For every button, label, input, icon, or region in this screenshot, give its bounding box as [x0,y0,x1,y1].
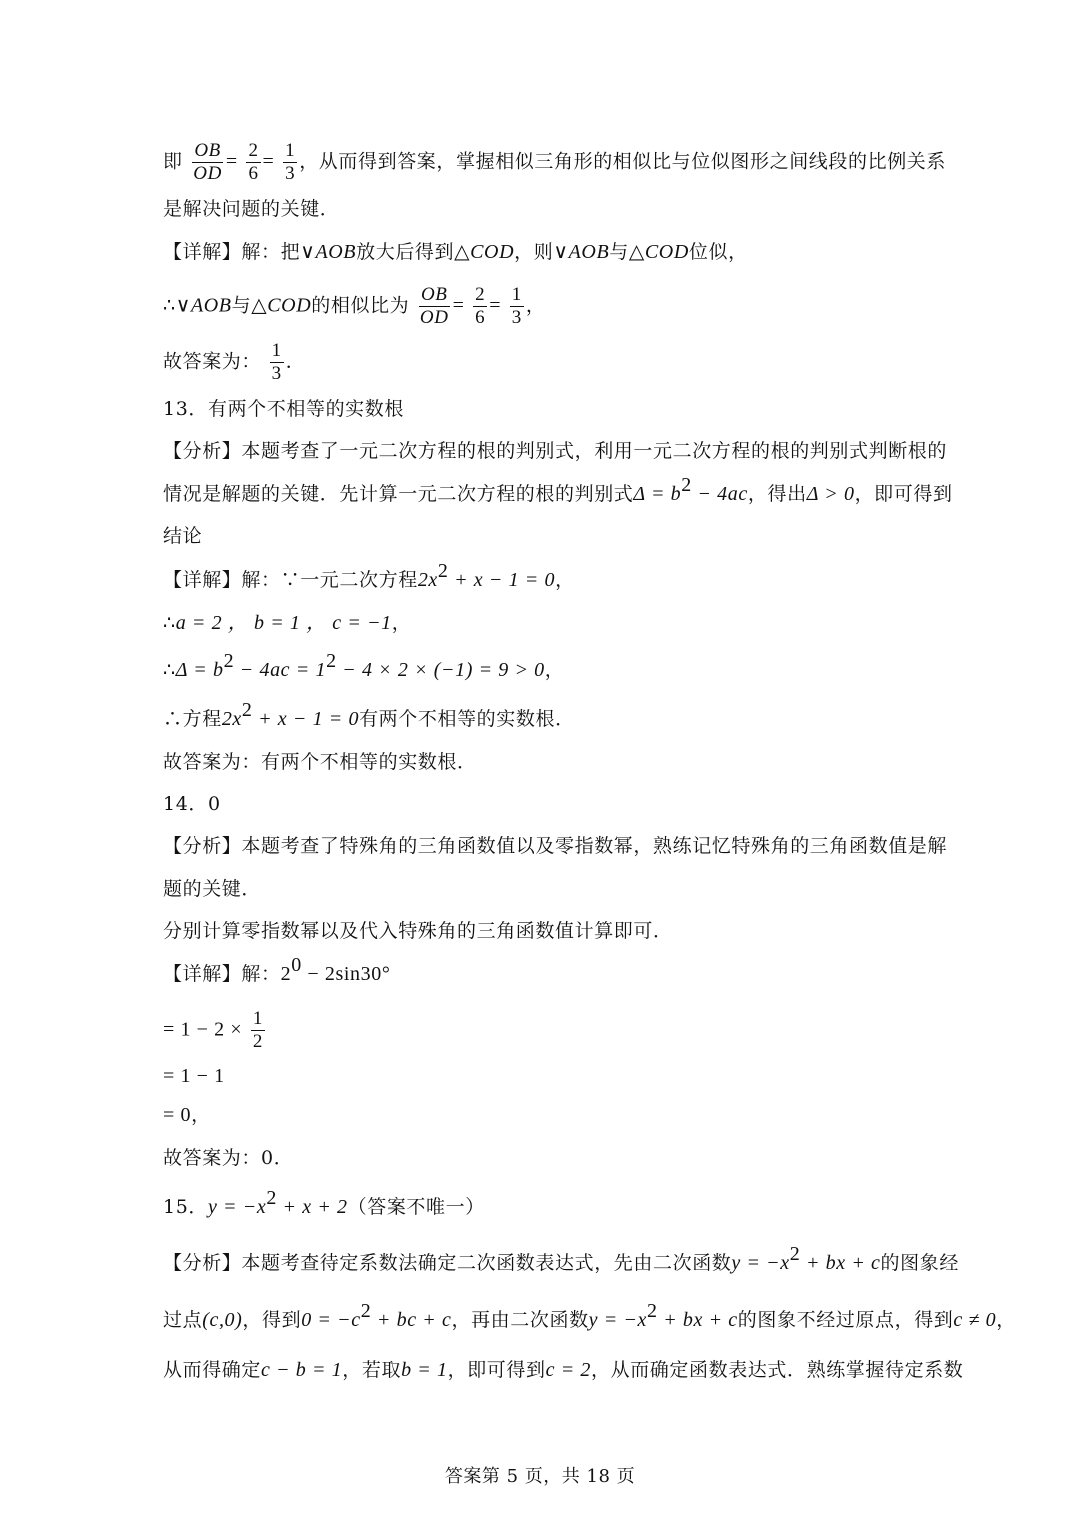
analysis-line: 从而得确定c − b = 1，若取b = 1，即可得到c = 2，从而确定函数表达式．熟练掌握待定系数 [163,1359,964,1381]
analysis-line: 情况是解题的关键．先计算一元二次方程的根的判别式$\Delta = b^2 - 4ac$，得出Δ > 0，即可得到 [163,474,953,505]
answer-line: 故答案为：有两个不相等的实数根． [163,751,477,773]
detail-line: = 0， [163,1104,211,1126]
analysis-line: 分别计算零指数幂以及代入特殊角的三角函数值计算即可． [163,920,673,942]
answer-line: 故答案为： $\frac{1}{3}$ ． [163,340,306,384]
detail-line: = 1 − 2 × $\frac{1}{2}$ [163,1008,263,1052]
fraction: $\frac{1}{3}$ [285,140,296,184]
detail-line: 【详解】解：$2^0 - 2\sin 30^\circ$ [163,954,391,985]
detail-line: 【详解】解：∵一元二次方程$2x^2 + x - 1 = 0$， [163,560,575,591]
analysis-line: 结论 [163,525,203,547]
page-footer: 答案第 5 页，共 18 页 [444,1466,636,1487]
detail-line: = 1 − 1 [163,1065,225,1087]
detail-line: ∴方程$2x^2 + x - 1 = 0$有两个不相等的实数根． [163,699,575,730]
detail-line: ∴Δ = $b^2 - 4ac = 1^2 - 4 \times 2 \times (-1) = 9 > 0$， [163,650,565,681]
analysis-line: 过点(c,0)，得到$0 = -c^2$ + bc + c，再由二次函数$y = -x^2$ + bx + c的图象不经过原点，得到c ≠ 0， [163,1300,1016,1331]
text-line: 【详解】解：把∨AOB放大后得到△COD，则∨AOB与△COD位似， [163,241,748,263]
fraction: $\frac{OB}{OD}$ [419,284,449,328]
fraction: $\frac{1}{3}$ [511,284,522,328]
fraction: $\frac{2}{6}$ [475,284,486,328]
question-heading: 14．0 [163,793,221,815]
fraction: $\frac{1}{3}$ [271,340,282,384]
text-line: 是解决问题的关键． [163,198,340,220]
question-heading: 13．有两个不相等的实数根 [163,398,404,420]
answer-line: 故答案为：0． [163,1147,294,1169]
fraction: $\frac{OB}{OD}$ [193,140,222,184]
analysis-line: 【分析】本题考查了一元二次方程的根的判别式，利用一元二次方程的根的判别式判断根的 [163,440,948,462]
text-line: ∴∨AOB与△COD的相似比为 $\frac{OB}{OD}$ = $\frac{2}{6}$ = $\frac{1}{3}$ ， [163,284,546,328]
analysis-line: 【分析】本题考查了特殊角的三角函数值以及零指数幂，熟练记忆特殊角的三角函数值是解 [163,835,948,857]
detail-line: ∴a = 2 ， b = 1 ， c = −1， [163,612,412,634]
text-line: 即 $\frac{OB}{OD}$ = $\frac{2}{6}$ = $\frac{1}{3}$ ，从而得到答案，掌握相似三角形的相似比与位似图形之间线段的比例关系 [163,140,946,184]
analysis-line: 题的关键． [163,878,262,900]
question-heading: 15．$y = -x^2 + x + 2$（答案不唯一） [163,1187,485,1218]
analysis-line: 【分析】本题考查待定系数法确定二次函数表达式，先由二次函数$y = -x^2$ + bx + c的图象经 [163,1243,959,1274]
fraction: $\frac{2}{6}$ [248,140,259,184]
fraction: $\frac{1}{2}$ [252,1008,263,1052]
